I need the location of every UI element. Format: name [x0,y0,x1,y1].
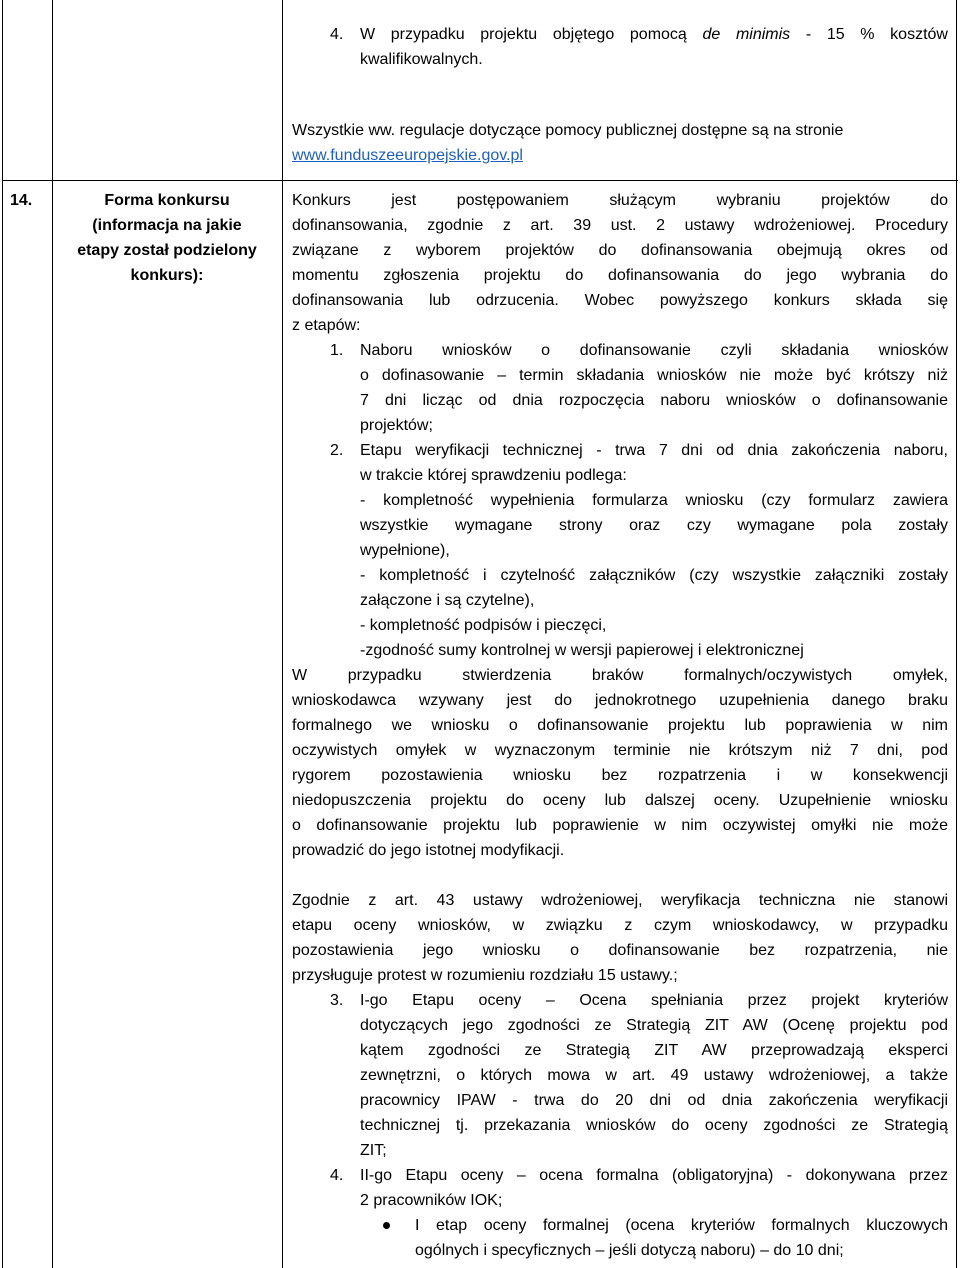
intro-paragraph: Konkurs jest postępowaniem służącym wybraniu projektów do dofinansowania, zgodnie z art. 39 ust. 2 ustawy wdrożeniowej. Procedury związane z wyborem projektów do dofinansowania obejmują okres od momentu zgłoszenia projektu do dofinansowania do jego wybrania do dofinansowania lub odrzucenia. Wobec powyższego konkurs składa się z etapów: [292,192,948,334]
stage2-text: Etapu weryfikacji technicznej - trwa 7 dni od dnia zakończenia naboru, w trakcie której sprawdzeniu podlega: - kompletność wypełnienia formularza wniosku (czy formularz zawiera wszystkie wymagane strony oraz czy wymagane pola zostały wypełnione), - kompletność i czytelność załączników (czy wszystkie załączniki zostały załączone i są czytelne), - kompletność podpisów i pieczęci, -zgodność sumy kontrolnej w wersji papierowej i elektronicznej [360,442,948,659]
item4-number: 4. [330,26,344,43]
table-border-left [2,0,3,1268]
funds-website-link[interactable]: www.funduszeeuropejskie.gov.pl [292,147,523,164]
bullet-text: I etap oceny formalnej (ocena kryteriów formalnych kluczowych ogólnych i specyficznych – jeśli dotyczą naboru) – do 10 dni; [415,1217,948,1259]
regulations-note: Wszystkie ww. regulacje dotyczące pomocy publicznej dostępne są na stronie www.funduszeeuropejskie.gov.pl [292,122,844,164]
bullet-dot [383,1222,390,1229]
table-border-col1 [52,0,53,1268]
row-label: Forma konkursu (informacja na jakie etapy został podzielony konkurs): [77,192,257,284]
defects-paragraph: W przypadku stwierdzenia braków formalnych/oczywistych omyłek, wnioskodawca wzywany jest do jednokrotnego uzupełnienia danego braku formalnego we wniosku o dofinansowanie projektu lub poprawienia w nim oczywistych omyłek w wyznaczonym terminie nie krótszym niż 7 dni, pod rygorem pozostawienia wniosku bez rozpatrzenia i w konsekwencji niedopuszczenia projektu do oceny lub dalszej oceny. Uzupełnienie wniosku o dofinansowanie projektu lub poprawienie w nim oczywistej omyłki nie może prowadzić do jego istotnej modyfikacji. [292,667,948,859]
stage1-text: Naboru wniosków o dofinansowanie czyli składania wniosków o dofinasowanie – termin składania wniosków nie może być krótszy niż 7 dni licząc od dnia rozpoczęcia naboru wniosków o dofinansowanie projektów; [360,342,948,434]
item4-text: W przypadku projektu objętego pomocą de minimis - 15 % kosztów kwalifikowalnych. [360,26,948,68]
table-border-right [956,0,957,1268]
row-divider [2,180,958,181]
stage4-number: 4. [330,1167,344,1184]
table-border-col2 [282,0,283,1268]
stage3-number: 3. [330,992,344,1009]
row-number: 14. [10,192,33,209]
art43-paragraph: Zgodnie z art. 43 ustawy wdrożeniowej, weryfikacja techniczna nie stanowi etapu oceny wniosków, w związku z czym wnioskodawcy, w przypadku pozostawienia jego wniosku o dofinansowanie bez rozpatrzenia, nie przysługuje protest w rozumieniu rozdziału 15 ustawy.; [292,892,948,984]
stage3-text: I-go Etapu oceny – Ocena spełniania przez projekt kryteriów dotyczących jego zgodności ze Strategią ZIT AW (Ocenę projektu pod kątem zgodności ze Strategią ZIT AW przeprowadzają eksperci zewnętrzni, o których mowa w art. 49 ustawy wdrożeniowej, a także pracownicy IPAW - trwa do 20 dni od dnia zakończenia weryfikacji technicznej tj. przekazania wniosków do oceny zgodności ze Strategią ZIT; [360,992,948,1159]
stage1-number: 1. [330,342,344,359]
stage4-text: II-go Etapu oceny – ocena formalna (obligatoryjna) - dokonywana przez 2 pracowników IOK; [360,1167,948,1209]
stage2-number: 2. [330,442,344,459]
